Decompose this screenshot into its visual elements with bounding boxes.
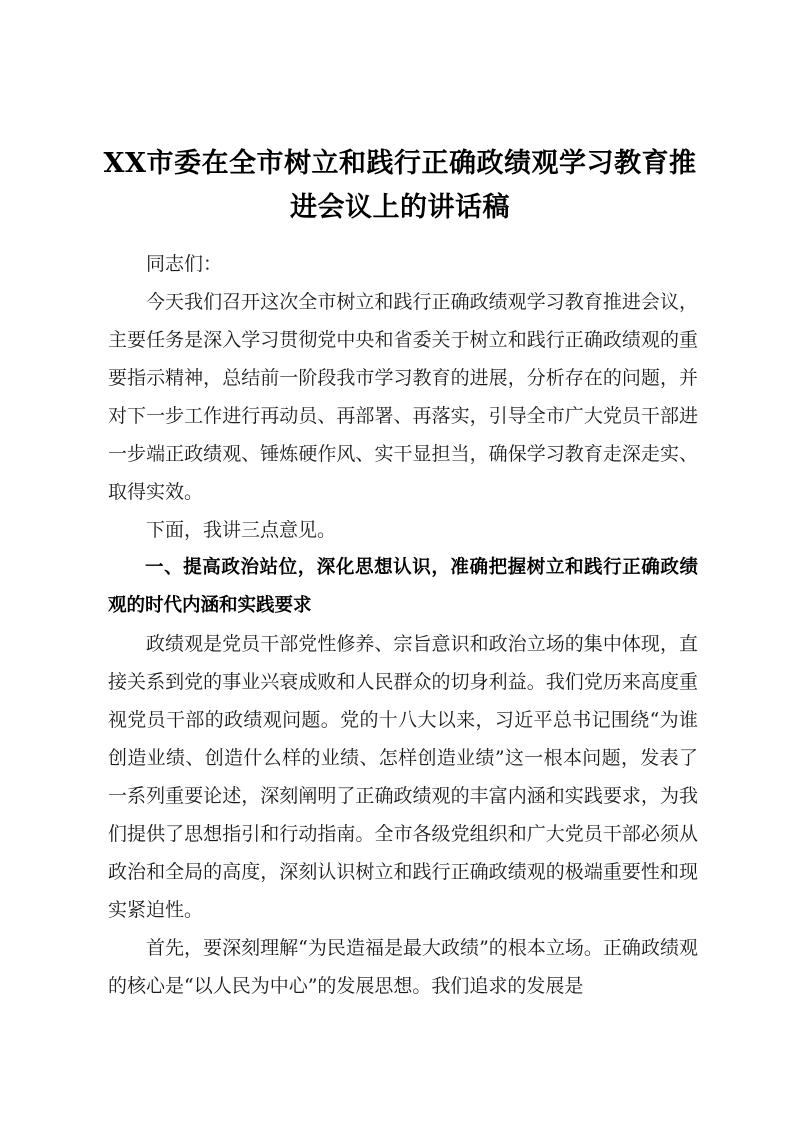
- outline-paragraph: 下面，我讲三点意见。: [146, 519, 337, 541]
- document-body: [108, 245, 698, 1005]
- section-heading-1: 一、提高政治站位，深化思想认识，准确把握树立和践行正确政绩观的时代内涵和实践要求: [108, 557, 698, 616]
- salutation: 同志们：: [146, 253, 223, 275]
- intro-paragraph: 今天我们召开这次全市树立和践行正确政绩观学习教育推进会议，主要任务是深入学习贯彻党中央和省委关于树立和践行正确政绩观的重要指示精神，总结前一阶段我市学习教育的进展，分析存在的问题，并对下一步工作进行再动员、再部署、再落实，引导全市广大党员干部进一步端正政绩观、锤炼硬作风、实干显担当，确保学习教育走深走实、取得实效。: [108, 291, 698, 503]
- section-1-paragraph-2: 首先，要深刻理解“为民造福是最大政绩”的根本立场。正确政绩观的核心是“以人民为中心”的发展思想。我们追求的发展是: [108, 937, 698, 997]
- section-1-paragraph-1: 政绩观是党员干部党性修养、宗旨意识和政治立场的集中体现，直接关系到党的事业兴衰成败和人民群众的切身利益。我们党历来高度重视党员干部的政绩观问题。党的十八大以来，习近平总书记围绕“为谁创造业绩、创造什么样的业绩、怎样创造业绩”这一根本问题，发表了一系列重要论述，深刻阐明了正确政绩观的丰富内涵和实践要求，为我们提供了思想指引和行动指南。全市各级党组织和广大党员干部必须从政治和全局的高度，深刻认识树立和践行正确政绩观的极端重要性和现实紧迫性。: [108, 633, 698, 921]
- document-title: XX市委在全市树立和践行正确政绩观学习教育推进会议上的讲话稿: [103, 148, 697, 223]
